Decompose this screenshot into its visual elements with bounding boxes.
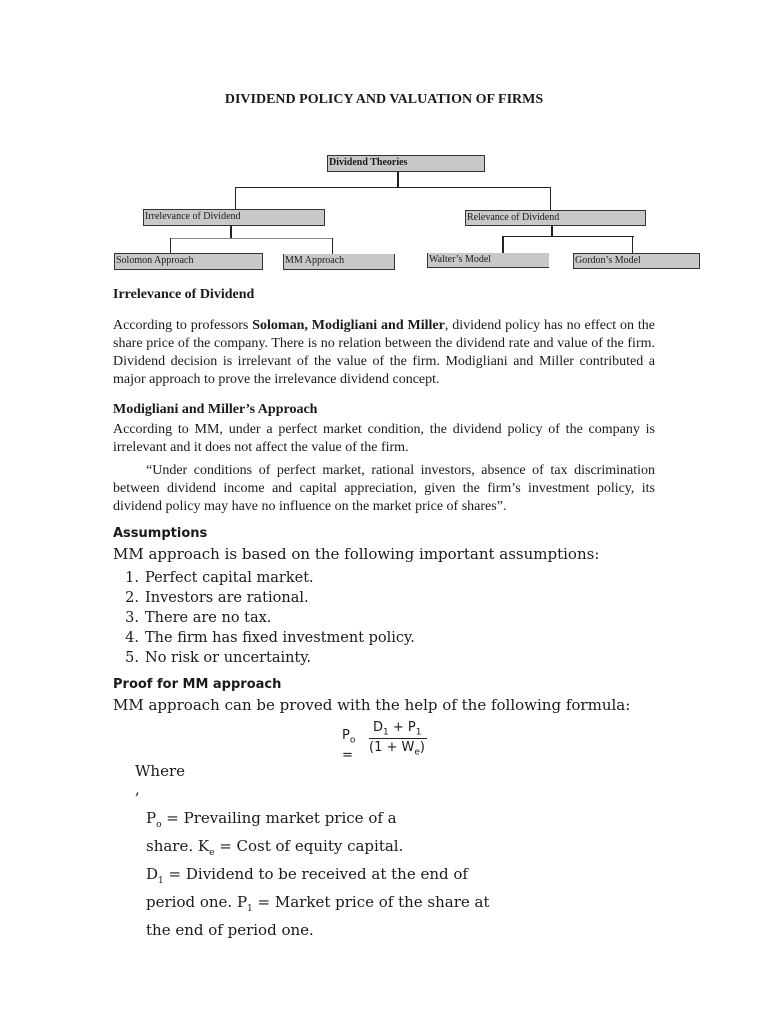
mm-quote: “Under conditions of perfect market, rational investors, absence of tax discrimination between dividend income and capital appreciation, given the firm’s investment policy, its dividend policy may have no influence on the market price of shares”. xyxy=(113,463,655,514)
list-text: The firm has fixed investment policy. xyxy=(145,630,415,646)
formula-equals: = xyxy=(342,748,353,763)
where-comma: , xyxy=(135,780,140,798)
list-item xyxy=(117,648,415,668)
assumptions-intro: MM approach is based on the following important assumptions: xyxy=(113,545,600,563)
connector xyxy=(235,187,551,188)
mm-formula xyxy=(340,718,450,768)
dividend-theories-diagram xyxy=(0,0,768,280)
fraction-bar xyxy=(369,738,427,739)
definition-line: $D_1$ = Dividend to be received at the end of xyxy=(146,865,468,886)
proof-intro: MM approach can be proved with the help of the following formula: xyxy=(113,696,631,714)
list-number: 2. xyxy=(125,590,139,606)
list-item xyxy=(117,568,415,588)
definitions-block xyxy=(146,808,490,941)
list-number: 1. xyxy=(125,570,139,586)
mm-paragraph: According to MM, under a perfect market condition, the dividend policy of the company is irrelevant and it does not affect the value of the firm. xyxy=(113,422,655,455)
diagram-walter-box: Walter’s Model xyxy=(427,253,549,268)
list-number: 3. xyxy=(125,610,139,626)
definition-line: $P_o$ = Prevailing market price of a xyxy=(146,809,397,830)
formula-numerator: $D_1 + P_1$ xyxy=(373,720,422,738)
list-text: There are no tax. xyxy=(145,610,272,626)
connector xyxy=(502,236,634,237)
formula-denominator: $(1 + W_e)$ xyxy=(369,740,425,758)
list-text: Investors are rational. xyxy=(145,590,309,606)
diagram-relevance-box: Relevance of Dividend xyxy=(465,210,646,226)
section-heading-assumptions: Assumptions xyxy=(113,526,208,541)
assumptions-list xyxy=(117,568,415,668)
connector xyxy=(502,236,504,253)
connector xyxy=(632,236,633,253)
connector xyxy=(170,238,171,254)
diagram-root-box: Dividend Theories xyxy=(327,155,485,172)
where-label: Where xyxy=(135,762,186,780)
list-item xyxy=(117,588,415,608)
list-number: 5. xyxy=(125,650,139,666)
definition-line: the end of period one. xyxy=(146,921,314,939)
list-item xyxy=(117,628,415,648)
page-title: DIVIDEND POLICY AND VALUATION OF FIRMS xyxy=(224,92,544,107)
paragraph-text: , dividend policy has no effect on the share price of the company. There is no relation between the dividend rate and value of the firm. Dividend decision is irrelevant of the value of the firm. Modigliani and Miller contributed a major approach to prove the irrelevance dividend concept. xyxy=(113,318,656,387)
diagram-mm-box: MM Approach xyxy=(283,254,395,270)
formula-lhs: $P_o$ xyxy=(342,728,356,746)
section-heading-irrelevance: Irrelevance of Dividend xyxy=(113,287,255,302)
list-number: 4. xyxy=(125,630,139,646)
definition-line: period one. $P_1$ = Market price of the share at xyxy=(146,893,490,914)
paragraph-text: According to professors xyxy=(113,318,253,333)
irrelevance-paragraph xyxy=(113,317,655,389)
list-item xyxy=(117,608,415,628)
professor-names: Soloman, Modigliani and Miller xyxy=(252,318,445,333)
definition-line: share. $K_e$ = Cost of equity capital. xyxy=(146,837,404,858)
connector xyxy=(170,238,333,239)
connector xyxy=(332,238,333,254)
section-heading-mm: Modigliani and Miller’s Approach xyxy=(113,402,318,417)
diagram-solomon-box: Solomon Approach xyxy=(114,253,263,270)
diagram-irrelevance-box: Irrelevance of Dividend xyxy=(143,209,325,226)
connector xyxy=(397,172,399,188)
diagram-gordon-box: Gordon’s Model xyxy=(573,253,700,269)
list-text: No risk or uncertainty. xyxy=(145,650,312,666)
connector xyxy=(550,187,551,210)
list-text: Perfect capital market. xyxy=(145,570,314,586)
section-heading-proof: Proof for MM approach xyxy=(113,677,282,692)
connector xyxy=(235,187,236,209)
